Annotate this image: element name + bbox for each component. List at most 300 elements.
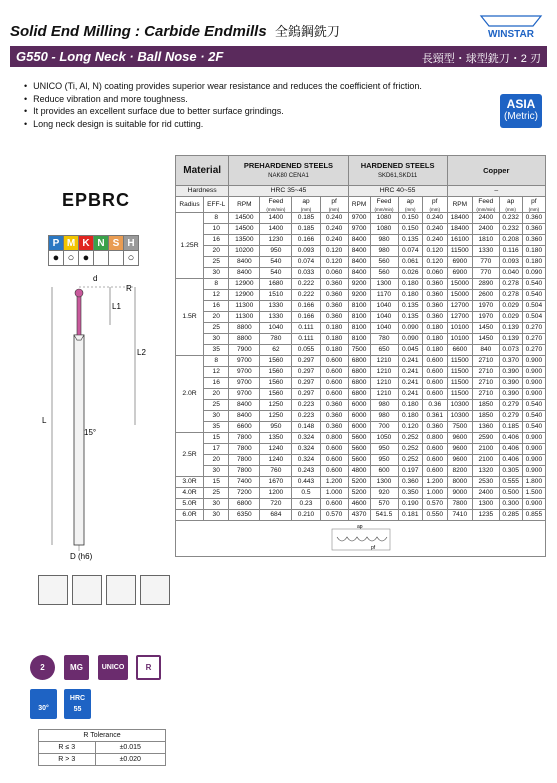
table-row	[176, 488, 546, 499]
value-cell: 4600	[348, 499, 370, 510]
eff-length-cell: 20	[204, 389, 229, 400]
col-radius-label: Radius	[179, 200, 200, 208]
material-suitability-grid	[48, 235, 139, 266]
value-cell: 0.360	[398, 477, 422, 488]
value-cell: 0.360	[320, 279, 348, 290]
pocketing-icon	[106, 575, 136, 605]
value-cell: 0.090	[522, 268, 545, 279]
value-cell: 0.900	[522, 499, 545, 510]
eff-length-cell: 30	[204, 268, 229, 279]
value-cell: 7800	[229, 433, 260, 444]
value-cell: 7800	[447, 499, 473, 510]
value-cell: 684	[260, 510, 292, 521]
value-cell: 700	[370, 422, 398, 433]
value-cell: 0.278	[499, 290, 522, 301]
value-cell: 12700	[447, 312, 473, 323]
value-cell: 0.180	[522, 246, 545, 257]
group-header-copper	[447, 156, 545, 186]
radius-cell: 2.5R	[176, 433, 204, 477]
value-cell: 0.900	[522, 356, 545, 367]
value-cell: 600	[370, 466, 398, 477]
value-cell: 0.600	[320, 367, 348, 378]
tolerance-range: R > 3	[39, 754, 96, 766]
value-cell: 0.232	[499, 224, 522, 235]
value-cell: 10200	[229, 246, 260, 257]
value-cell: 10300	[447, 400, 473, 411]
hrc-label: HRC	[69, 695, 86, 702]
value-cell: 780	[370, 334, 398, 345]
col-ap-label: ap	[406, 198, 414, 205]
value-cell: 0.504	[522, 301, 545, 312]
value-cell: 1670	[260, 477, 292, 488]
series-name-cjk: 長頸型・球型銑刀・2 刃	[421, 53, 541, 65]
value-cell: 540	[260, 257, 292, 268]
hardness-value: –	[447, 186, 545, 197]
value-cell: 770	[473, 257, 499, 268]
value-cell: 8800	[229, 323, 260, 334]
value-cell: 13500	[229, 235, 260, 246]
radius-cell: 5.0R	[176, 499, 204, 510]
value-cell: 1235	[473, 510, 499, 521]
eff-length-cell: 30	[204, 510, 229, 521]
value-cell: 0.360	[422, 279, 447, 290]
value-cell: 720	[260, 499, 292, 510]
value-cell: 0.900	[522, 455, 545, 466]
value-cell: 6600	[229, 422, 260, 433]
product-code: EPBRC	[62, 190, 131, 210]
table-row	[176, 345, 546, 356]
value-cell: 0.180	[320, 323, 348, 334]
mg-badge: MG	[64, 655, 89, 680]
col-ap-unit: (mm)	[505, 207, 516, 212]
cutting-conditions-table	[175, 155, 546, 557]
value-cell: 980	[370, 246, 398, 257]
cutting-diagram	[331, 523, 391, 551]
table-row	[176, 422, 546, 433]
col-rpm	[447, 197, 473, 213]
value-cell: 770	[473, 268, 499, 279]
value-cell: 1040	[370, 301, 398, 312]
col-feed-unit: (mm/min)	[374, 207, 394, 212]
group-sub: NAK80 CENA1	[268, 172, 309, 179]
col-pf-unit: (mm)	[328, 207, 340, 212]
value-cell: 0.360	[320, 400, 348, 411]
value-cell: 0.111	[292, 323, 320, 334]
value-cell: 4370	[348, 510, 370, 521]
col-feed-unit: (mm/min)	[476, 207, 496, 212]
value-cell: 0.060	[422, 268, 447, 279]
value-cell: 10100	[447, 323, 473, 334]
material-group-letter: P	[49, 236, 64, 251]
value-cell: 0.600	[422, 356, 447, 367]
eff-length-cell: 12	[204, 367, 229, 378]
value-cell: 2600	[473, 290, 499, 301]
eff-length-cell: 30	[204, 466, 229, 477]
col-pf-unit: (mm)	[528, 207, 540, 212]
col-ap	[499, 197, 522, 213]
value-cell: 1300	[370, 477, 398, 488]
value-cell: 0.504	[522, 312, 545, 323]
label-d: d	[93, 275, 98, 283]
logo-shape	[481, 16, 541, 26]
value-cell: 0.360	[320, 290, 348, 301]
value-cell: 1170	[370, 290, 398, 301]
eff-length-cell: 20	[204, 455, 229, 466]
value-cell: 0.900	[522, 433, 545, 444]
value-cell: 0.600	[422, 455, 447, 466]
value-cell: 1.200	[320, 477, 348, 488]
eff-length-cell: 30	[204, 499, 229, 510]
tolerance-table	[38, 729, 166, 766]
col-ap-unit: (mm)	[404, 207, 416, 212]
value-cell: 2710	[473, 389, 499, 400]
value-cell: 540	[260, 268, 292, 279]
value-cell: 11500	[447, 389, 473, 400]
table-row	[176, 477, 546, 488]
material-group-mark: ●	[79, 251, 94, 266]
value-cell: 6000	[348, 400, 370, 411]
value-cell: 0.360	[422, 301, 447, 312]
col-feed-unit: (mm/min)	[266, 207, 286, 212]
value-cell: 0.120	[320, 246, 348, 257]
value-cell: 1240	[260, 455, 292, 466]
value-cell: 0.297	[292, 367, 320, 378]
value-cell: 0.197	[398, 466, 422, 477]
value-cell: 0.139	[499, 323, 522, 334]
eff-length-cell: 30	[204, 411, 229, 422]
value-cell: 6800	[348, 356, 370, 367]
value-cell: 0.241	[398, 356, 422, 367]
value-cell: 0.360	[522, 235, 545, 246]
table-row	[176, 246, 546, 257]
value-cell: 18400	[447, 213, 473, 224]
value-cell: 0.185	[499, 422, 522, 433]
value-cell: 9700	[229, 356, 260, 367]
col-pf-label: pf	[432, 198, 438, 205]
value-cell: 1560	[260, 389, 292, 400]
eff-length-cell: 12	[204, 290, 229, 301]
material-header: Material	[176, 156, 229, 186]
table-row	[176, 301, 546, 312]
table-row	[176, 257, 546, 268]
value-cell: 1250	[260, 400, 292, 411]
page-title-cjk: 全鎢鋼銑刀	[274, 24, 340, 39]
value-cell: 0.360	[320, 422, 348, 433]
col-ap-label: ap	[302, 198, 310, 205]
value-cell: 0.074	[292, 257, 320, 268]
material-group-letter: H	[124, 236, 139, 251]
value-cell: 7800	[229, 466, 260, 477]
value-cell: 62	[260, 345, 292, 356]
value-cell: 0.406	[499, 455, 522, 466]
value-cell: 0.900	[522, 367, 545, 378]
asia-label: ASIA	[506, 97, 536, 111]
value-cell: 1970	[473, 301, 499, 312]
value-cell: 8400	[229, 257, 260, 268]
value-cell: 8100	[348, 312, 370, 323]
value-cell: 1200	[260, 488, 292, 499]
value-cell: 650	[370, 345, 398, 356]
value-cell: 0.360	[320, 312, 348, 323]
value-cell: 0.297	[292, 356, 320, 367]
table-row	[176, 389, 546, 400]
feature-item: • Reduce vibration and more toughness.	[24, 93, 422, 106]
value-cell: 0.241	[398, 389, 422, 400]
value-cell: 0.278	[499, 279, 522, 290]
value-cell: 0.029	[499, 301, 522, 312]
value-cell: 0.180	[398, 290, 422, 301]
value-cell: 0.540	[522, 290, 545, 301]
value-cell: 0.150	[398, 224, 422, 235]
table-row	[176, 235, 546, 246]
value-cell: 1080	[370, 224, 398, 235]
value-cell: 1450	[473, 334, 499, 345]
eff-length-cell: 20	[204, 246, 229, 257]
value-cell: 0.166	[292, 235, 320, 246]
value-cell: 8000	[447, 477, 473, 488]
value-cell: 14500	[229, 224, 260, 235]
label-l: L	[42, 416, 47, 425]
value-cell: 6800	[229, 499, 260, 510]
value-cell: 1040	[370, 312, 398, 323]
value-cell: 8200	[447, 466, 473, 477]
page-title	[10, 21, 340, 40]
value-cell: 0.550	[422, 510, 447, 521]
eff-length-cell: 25	[204, 323, 229, 334]
col-pf-label: pf	[531, 198, 537, 205]
value-cell: 950	[370, 444, 398, 455]
value-cell: 0.900	[522, 466, 545, 477]
side-milling-icon	[140, 575, 170, 605]
value-cell: 8100	[348, 334, 370, 345]
hrc-value: 55	[73, 706, 82, 713]
flute-count-badge: 2	[30, 655, 55, 680]
label-angle: 15°	[84, 428, 97, 437]
value-cell: 0.570	[320, 510, 348, 521]
value-cell: 0.241	[398, 378, 422, 389]
value-cell: 9600	[447, 455, 473, 466]
value-cell: 0.148	[292, 422, 320, 433]
material-group-mark: ●	[49, 251, 64, 266]
value-cell: 1320	[473, 466, 499, 477]
eff-length-cell: 35	[204, 345, 229, 356]
value-cell: 0.252	[398, 444, 422, 455]
value-cell: 11500	[447, 367, 473, 378]
value-cell: 9700	[229, 389, 260, 400]
feature-item: • Long neck design is suitable for rid cutting.	[24, 118, 422, 131]
value-cell: 1210	[370, 367, 398, 378]
value-cell: 0.600	[422, 367, 447, 378]
col-ap	[292, 197, 320, 213]
value-cell: 0.135	[398, 312, 422, 323]
value-cell: 541.5	[370, 510, 398, 521]
value-cell: 0.600	[422, 444, 447, 455]
value-cell: 1080	[370, 213, 398, 224]
value-cell: 1.200	[422, 477, 447, 488]
value-cell: 2100	[473, 455, 499, 466]
value-cell: 0.180	[422, 345, 447, 356]
value-cell: 11500	[447, 378, 473, 389]
value-cell: 0.300	[499, 499, 522, 510]
value-cell: 0.210	[292, 510, 320, 521]
value-cell: 11500	[447, 246, 473, 257]
value-cell: 8100	[348, 301, 370, 312]
value-cell: 0.090	[398, 323, 422, 334]
value-cell: 0.600	[422, 389, 447, 400]
value-cell: 0.600	[320, 455, 348, 466]
value-cell: 5200	[348, 488, 370, 499]
value-cell: 0.900	[522, 378, 545, 389]
value-cell: 0.180	[398, 411, 422, 422]
value-cell: 5600	[348, 433, 370, 444]
group-name: Copper	[483, 165, 510, 175]
value-cell: 0.350	[398, 488, 422, 499]
value-cell: 1970	[473, 312, 499, 323]
eff-length-cell: 16	[204, 301, 229, 312]
value-cell: 9700	[229, 367, 260, 378]
col-ap-unit: (mm)	[300, 207, 312, 212]
value-cell: 0.600	[320, 389, 348, 400]
value-cell: 0.324	[292, 433, 320, 444]
col-pf	[522, 197, 545, 213]
feature-list	[24, 80, 422, 130]
value-cell: 950	[260, 246, 292, 257]
value-cell: 0.555	[499, 477, 522, 488]
material-group-letter: N	[94, 236, 109, 251]
value-cell: 0.406	[499, 444, 522, 455]
value-cell: 0.600	[422, 466, 447, 477]
diagram-pf: pf	[370, 544, 375, 551]
value-cell: 5200	[348, 477, 370, 488]
eff-length-cell: 25	[204, 488, 229, 499]
value-cell: 1230	[260, 235, 292, 246]
value-cell: 1040	[260, 323, 292, 334]
value-cell: 0.5	[292, 488, 320, 499]
col-pf-unit: (mm)	[429, 207, 440, 212]
value-cell: 9200	[348, 279, 370, 290]
value-cell: 6900	[447, 268, 473, 279]
tolerance-range: R ≤ 3	[39, 742, 96, 754]
value-cell: 0.600	[320, 466, 348, 477]
value-cell: 0.270	[522, 323, 545, 334]
value-cell: 0.270	[522, 345, 545, 356]
eff-length-cell: 10	[204, 224, 229, 235]
value-cell: 0.540	[522, 279, 545, 290]
value-cell: 0.180	[422, 323, 447, 334]
shank	[74, 335, 84, 545]
value-cell: 0.406	[499, 433, 522, 444]
material-group-mark	[109, 251, 124, 266]
col-radius	[176, 197, 204, 213]
col-eff-length	[204, 197, 229, 213]
feature-item: • UNICO (Ti, Al, N) coating provides superior wear resistance and reduces the coefficient of friction.	[24, 80, 422, 93]
value-cell: 950	[370, 455, 398, 466]
value-cell: 0.090	[398, 334, 422, 345]
value-cell: 8800	[229, 334, 260, 345]
value-cell: 9700	[348, 213, 370, 224]
value-cell: 1210	[370, 378, 398, 389]
value-cell: 7500	[348, 345, 370, 356]
value-cell: 6800	[348, 389, 370, 400]
material-group-letter: S	[109, 236, 124, 251]
col-ap	[398, 197, 422, 213]
col-feed	[260, 197, 292, 213]
value-cell: 0.139	[499, 334, 522, 345]
brand-logo	[476, 12, 546, 40]
value-cell: 0.360	[422, 312, 447, 323]
value-cell: 12900	[229, 290, 260, 301]
table-row	[176, 334, 546, 345]
series-banner	[10, 46, 547, 67]
value-cell: 950	[260, 422, 292, 433]
value-cell: 0.180	[320, 334, 348, 345]
value-cell: 0.540	[522, 422, 545, 433]
value-cell: 0.180	[422, 334, 447, 345]
value-cell: 1360	[473, 422, 499, 433]
value-cell: 0.600	[320, 444, 348, 455]
value-cell: 0.279	[499, 411, 522, 422]
value-cell: 6000	[348, 411, 370, 422]
value-cell: 0.055	[292, 345, 320, 356]
table-row	[176, 213, 546, 224]
eff-length-cell: 15	[204, 433, 229, 444]
value-cell: 9600	[447, 444, 473, 455]
value-cell: 8400	[348, 246, 370, 257]
value-cell: 1300	[473, 499, 499, 510]
value-cell: 0.180	[398, 400, 422, 411]
value-cell: 1400	[260, 213, 292, 224]
col-feed-label: Feed	[478, 198, 494, 205]
series-name: G550 - Long Neck · Ball Nose · 2F	[16, 49, 224, 64]
value-cell: 1050	[370, 433, 398, 444]
value-cell: 0.116	[499, 246, 522, 257]
eff-length-cell: 16	[204, 378, 229, 389]
col-rpm	[229, 197, 260, 213]
asia-metric-badge	[500, 94, 542, 128]
value-cell: 0.240	[422, 213, 447, 224]
eff-length-cell: 16	[204, 235, 229, 246]
value-cell: 0.190	[398, 499, 422, 510]
value-cell: 1210	[370, 356, 398, 367]
eff-length-cell: 35	[204, 422, 229, 433]
value-cell: 0.360	[320, 301, 348, 312]
value-cell: 0.279	[499, 400, 522, 411]
value-cell: 0.360	[522, 224, 545, 235]
value-cell: 11300	[229, 301, 260, 312]
value-cell: 0.029	[499, 312, 522, 323]
group-name: HARDENED STEELS	[360, 160, 435, 170]
value-cell: 1560	[260, 367, 292, 378]
table-row	[176, 411, 546, 422]
radius-cell: 6.0R	[176, 510, 204, 521]
value-cell: 14500	[229, 213, 260, 224]
value-cell: 0.800	[422, 433, 447, 444]
value-cell: 9700	[348, 224, 370, 235]
value-cell: 0.361	[422, 411, 447, 422]
label-r: R	[126, 284, 132, 293]
value-cell: 2400	[473, 224, 499, 235]
value-cell: 2710	[473, 367, 499, 378]
value-cell: 1240	[260, 444, 292, 455]
value-cell: 0.243	[292, 466, 320, 477]
profiling-icon	[72, 575, 102, 605]
value-cell: 1250	[260, 411, 292, 422]
value-cell: 0.166	[292, 301, 320, 312]
value-cell: 0.120	[422, 257, 447, 268]
value-cell: 0.540	[522, 400, 545, 411]
value-cell: 15000	[447, 290, 473, 301]
table-row	[176, 455, 546, 466]
